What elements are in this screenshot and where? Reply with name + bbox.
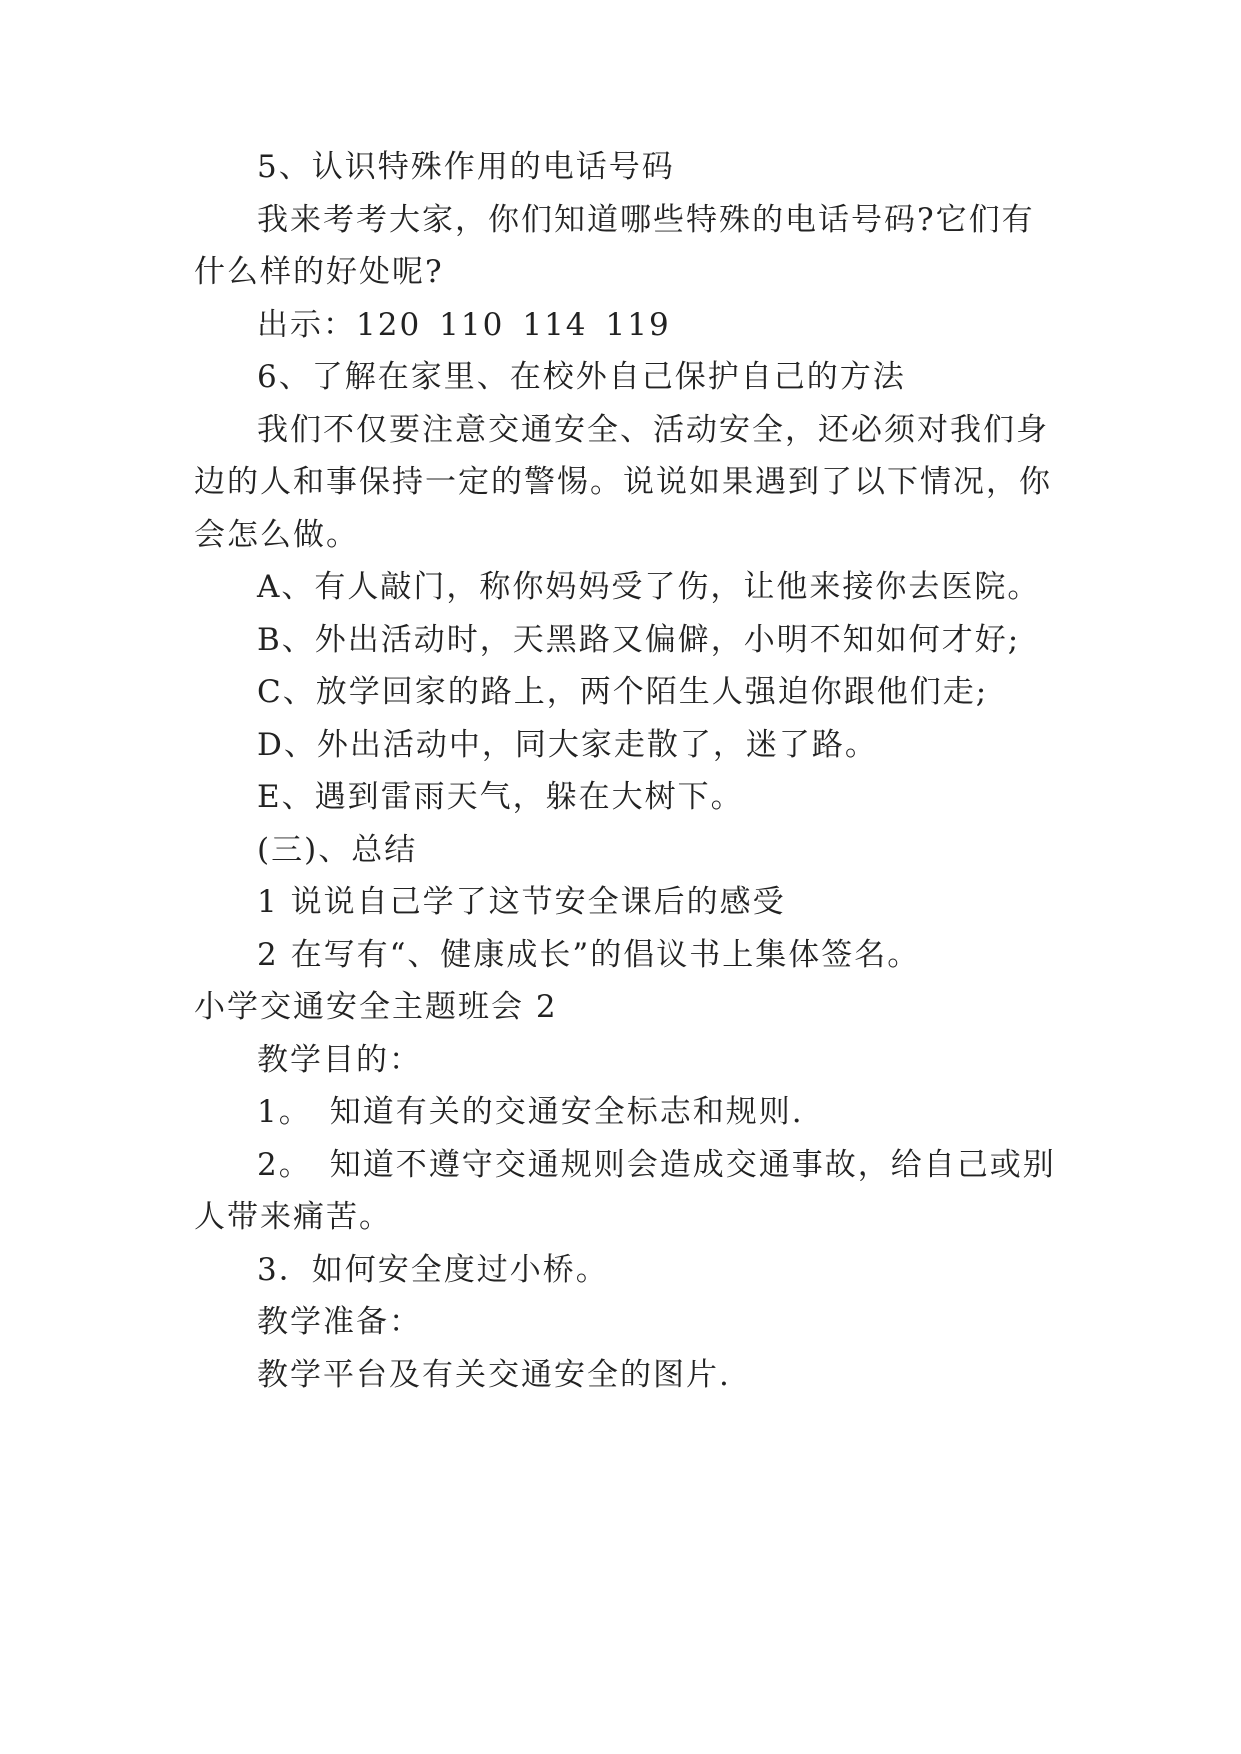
preparation-text: 教学平台及有关交通安全的图片. [257,1357,731,1393]
scenario-a: A、有人敲门，称你妈妈受了伤，让他来接你去医院。 [257,569,1041,605]
phone-number-114: 114 [522,307,588,343]
phone-number-120: 120 [356,307,422,343]
objective-2-text-line1: 知道不遵守交通规则会造成交通事故，给自己或别 [329,1147,1056,1183]
objectives-heading: 教学目的： [257,1042,422,1078]
objective-1-text: 知道有关的交通安全标志和规则. [329,1094,804,1130]
section2-title: 小学交通安全主题班会 2 [194,989,558,1025]
item5-paragraph-line2: 什么样的好处呢? [194,254,444,290]
preparation-heading: 教学准备： [257,1304,422,1340]
item5-paragraph-line1: 我来考考大家，你们知道哪些特殊的电话号码?它们有 [257,202,1035,238]
scenario-e: E、遇到雷雨天气，躲在大树下。 [257,779,744,815]
scenario-b: B、外出活动时，天黑路又偏僻，小明不知如何才好; [257,622,1021,658]
item6-heading: 6、了解在家里、在校外自己保护自己的方法 [257,359,906,395]
item6-paragraph-line1: 我们不仅要注意交通安全、活动安全，还必须对我们身 [257,412,1049,448]
summary-item-2: 2 在写有“、健康成长”的倡议书上集体签名。 [257,937,921,973]
summary-heading: (三)、总结 [257,832,418,868]
objective-1 [257,1092,1127,1132]
objective-1-number: 1。 [257,1094,312,1130]
objective-3: 3．如何安全度过小桥。 [257,1252,609,1288]
item6-paragraph-line3: 会怎么做。 [194,517,359,553]
phone-number-119: 119 [605,307,671,343]
summary-item-1: 1 说说自己学了这节安全课后的感受 [257,884,786,920]
objective-2-line1 [257,1145,1127,1185]
item6-paragraph-line2: 边的人和事保持一定的警惕。说说如果遇到了以下情况，你 [194,464,1052,500]
scenario-c: C、放学回家的路上，两个陌生人强迫你跟他们走; [257,674,989,710]
item5-heading: 5、认识特殊作用的电话号码 [257,149,675,185]
scenario-d: D、外出活动中，同大家走散了，迷了路。 [257,727,878,763]
phone-number-110: 110 [439,307,505,343]
show-label: 出示： [257,307,356,343]
objective-2-number: 2。 [257,1147,312,1183]
show-numbers-line [257,305,1127,345]
objective-2-line2: 人带来痛苦。 [194,1199,392,1235]
